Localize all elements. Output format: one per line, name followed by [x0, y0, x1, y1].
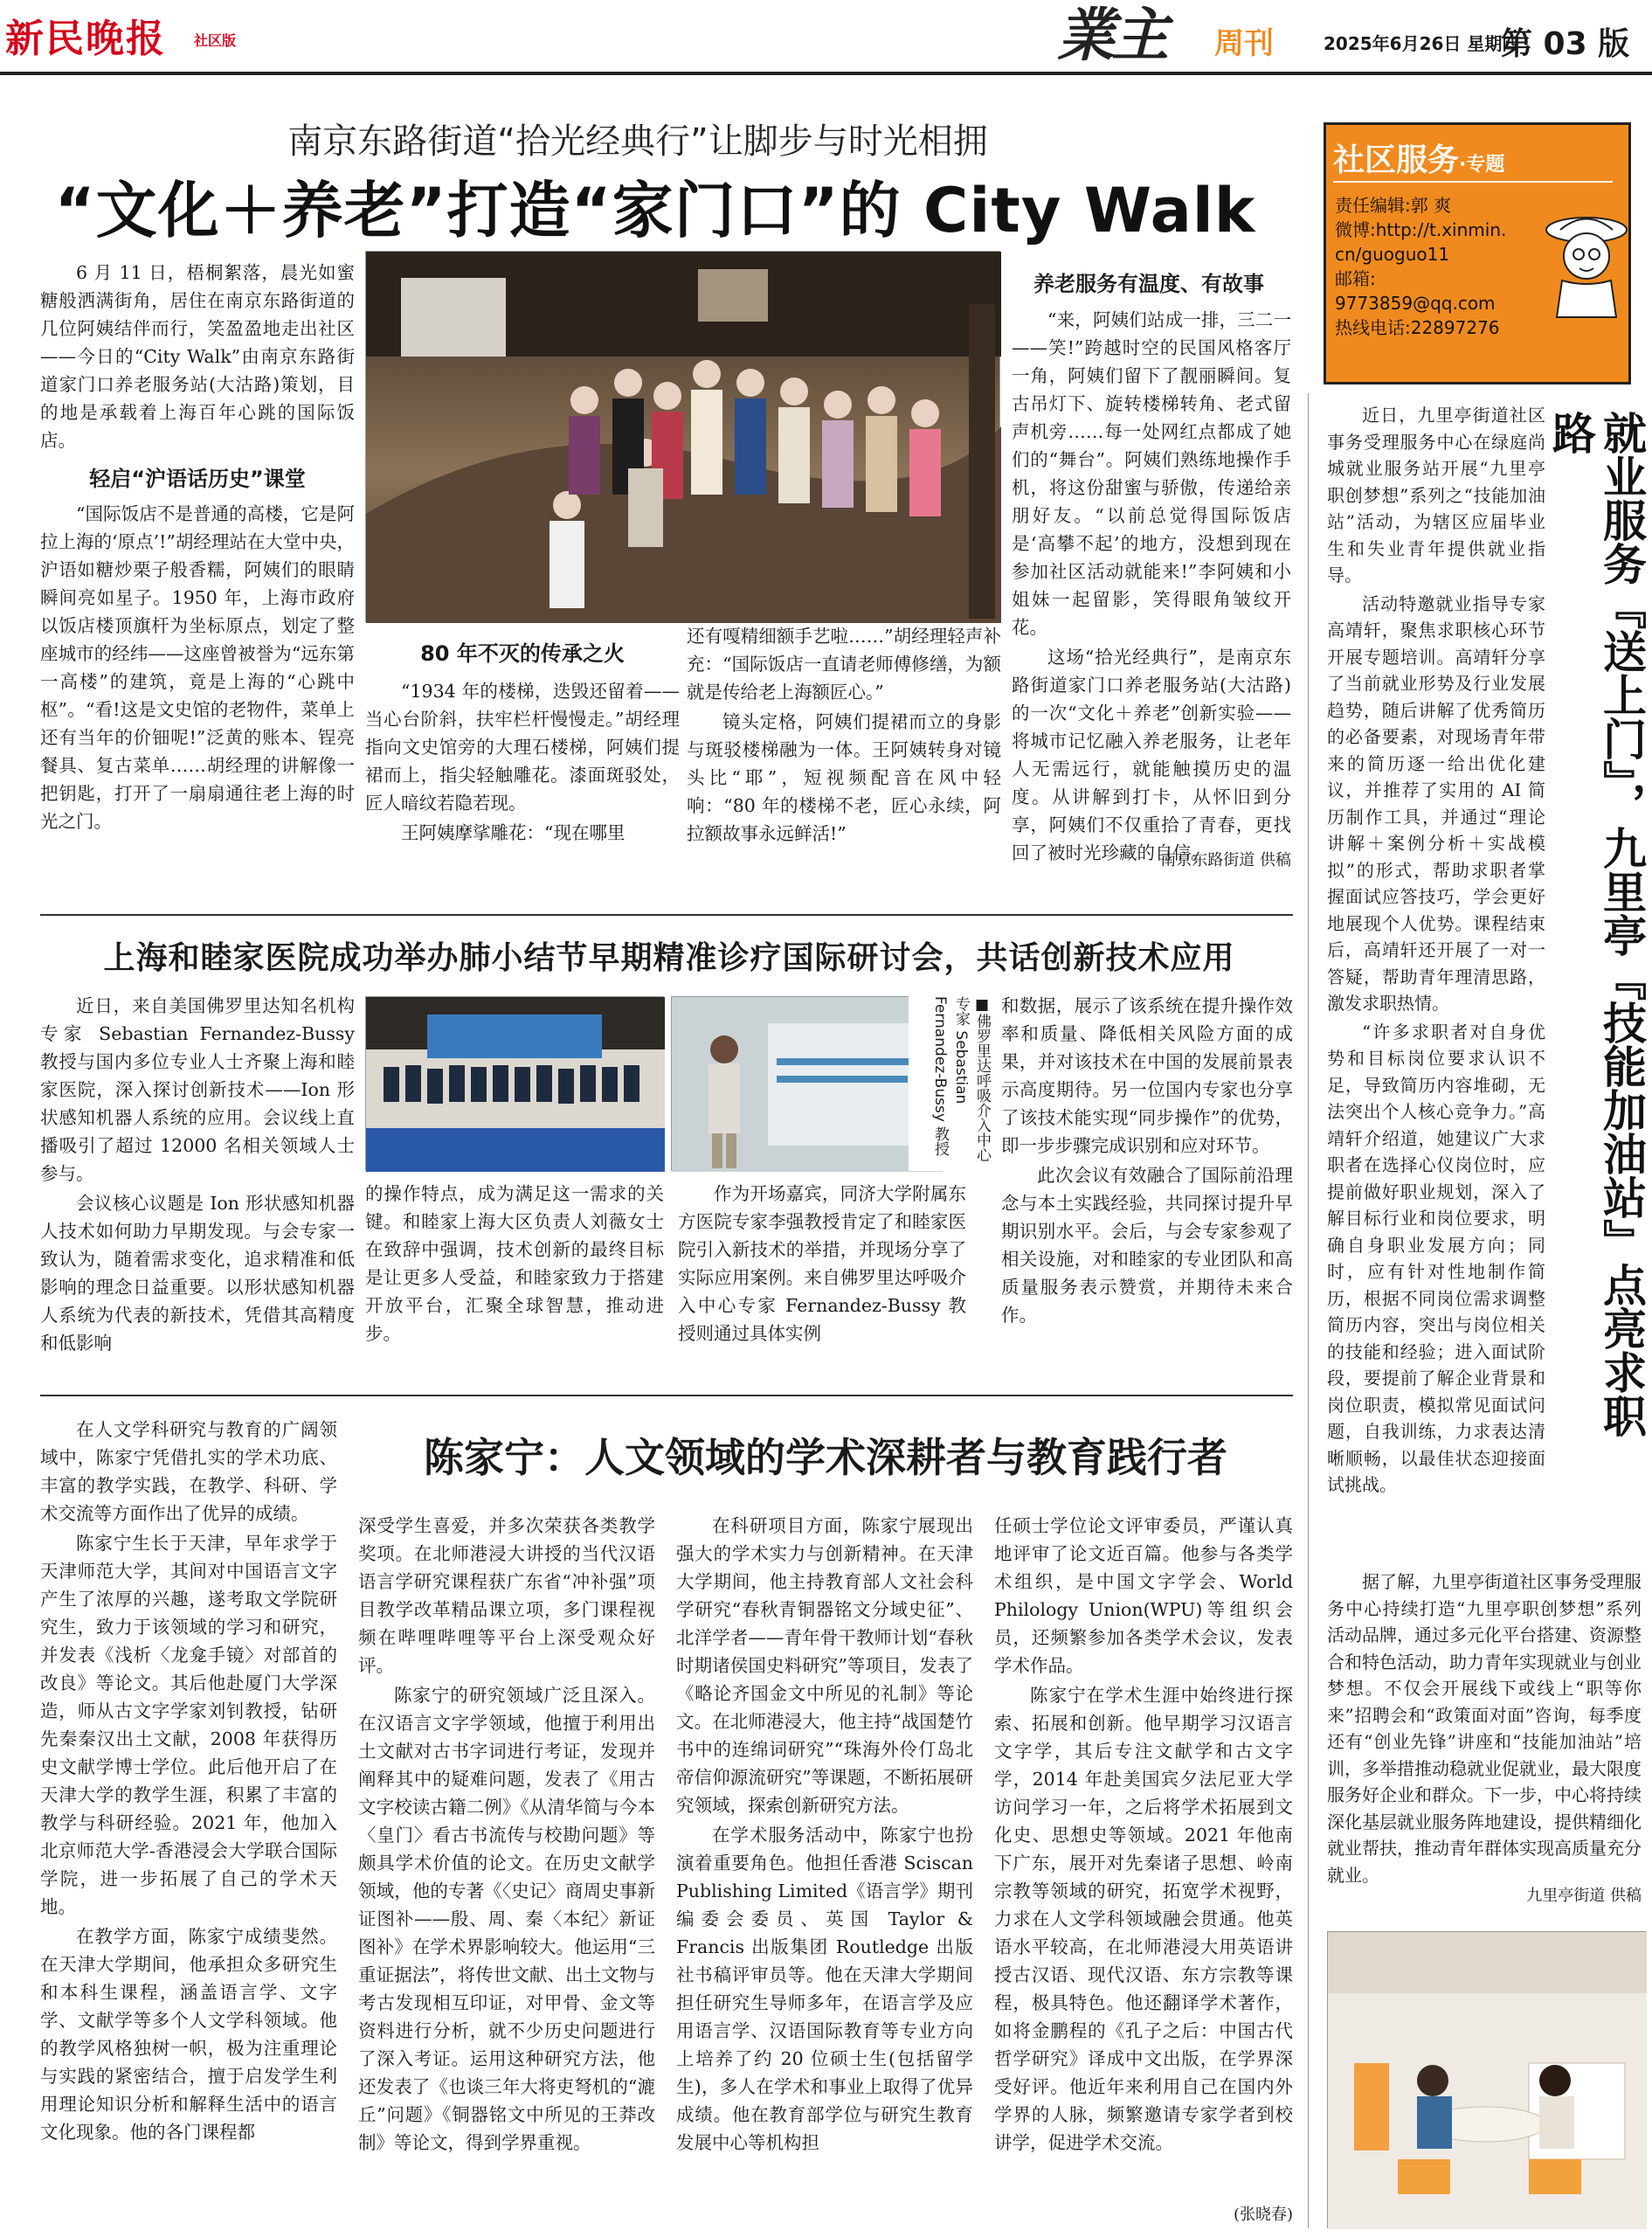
article3-col1: 在人文学科研究与教育的广阔领域中，陈家宁凭借扎实的学术功底、丰富的教学实践，在教学、科研、学术交流等方面作出了优异的成绩。 陈家宁生长于天津，早年求学于天津师范大学，其间对中国语言文字产生了浓厚的兴趣，遂考取文学院研究生，致力于该领域的学习和研究，并发表《浅析〈龙龛手镜〉对部首的改良》等论文。其后他赴厦门大学深造，师从古文字学家刘钊教授，钻研先秦秦汉出土文献，2008 年获得历史文献学博士学位。此后他开启了在天津大学的教学生涯，积累了丰富的教学与科研经验。2021 年，他加入北京师范大学-香港浸会大学联合国际学院，进一步拓展了自己的学术天地。 在教学方面，陈家宁成绩斐然。在天津大学期间，他承担众多研究生和本科生课程，涵盖语言学、文字学、文献学等多个人文学科领域。他的教学风格独树一帜，极为注重理论与实践的紧密结合，擅于启发学生利用理论知识分析和解释生活中的语言文化现象。他的各门课程都: [40, 1419, 337, 2143]
article4-column: [1315, 393, 1651, 2237]
divider-2: [40, 1395, 1293, 1396]
paper-name: 新民晚报: [5, 17, 166, 61]
issue-date: 2025年6月26日 星期四: [1324, 33, 1520, 54]
sidebar-hotline: 热线电话:22897276: [1335, 317, 1500, 338]
article2-headline: 上海和睦家医院成功举办肺小结节早期精准诊疗国际研讨会，共话创新技术应用: [103, 940, 1235, 976]
sidebar-title-underline: [1333, 181, 1613, 183]
masthead-rule: [0, 72, 1652, 75]
article1-subhead-2: 80 年不灭的传承之火: [420, 641, 625, 666]
sidebar-editor: 责任编辑:郭 爽: [1335, 195, 1452, 216]
article1-byline: 南京东路街道 供稿: [1160, 851, 1291, 869]
divider-1: [40, 914, 1293, 916]
group-photo-illustration: [366, 252, 1001, 623]
right-column-divider: [1308, 393, 1309, 2228]
article4-text-bottom: 据了解，九里亭街道社区事务受理服务中心持续打造“九里亭职创梦想”系列活动品牌，通过多元化平台搭建、资源整合和特色活动，助力青年实现就业与创业梦想。不仅会开展线下或线上“职等你来”招聘会和“政策面对面”咨询，每季度还有“创业先锋”讲座和“技能加油站”培训，多举措推动稳就业促就业，最大限度服务好企业和群众。下一步，中心将持续深化基层就业服务阵地建设，提供精细化就业帮扶，推动青年群体实现高质量充分就业。: [1327, 1571, 1642, 1886]
job-consult-illustration: [1328, 1932, 1647, 2229]
speaker-illustration: [672, 997, 943, 1172]
article2-col1: 近日，来自美国佛罗里达知名机构专家 Sebastian Fernandez-Bussy 教授与国内多位专业人士齐聚上海和睦家医院，深入探讨创新技术——Ion 形状感知机器人系统的应用。会议线上直播吸引了超过 12000 名相关领域人士参与。 会议核心议题是 Ion 形状感知机器人技术如何助力早期发现。与会专家一致认为，随着需求变化，追求精准和低影响的理念日益重要。以形状感知机器人系统为代表的新技术，凭借其高精度和低影响: [40, 995, 355, 1354]
sidebar-email[interactable]: 9773859@qq.com: [1335, 293, 1496, 314]
article4-byline: 九里亭街道 供稿: [1526, 1887, 1642, 1905]
article4-headline: 就业服务『送上门』，九里亭『技能加油站』点亮求职路: [1545, 411, 1647, 1437]
masthead: [0, 0, 1652, 70]
article2-photo-speaker: [671, 996, 942, 1171]
brand-sub: 周刊: [1214, 26, 1274, 61]
page-number: 第 03 版: [1501, 26, 1630, 62]
weibo-link[interactable]: http://t.xinmin.: [1375, 219, 1507, 240]
article1-col2: “1934 年的楼梯，迭毁还留着——当心台阶斜，扶牢栏杆慢慢走。”胡经理指向文史馆旁的大理石楼梯，阿姨们提裙而上，指尖轻触雕花。漆面斑驳处，匠人暗纹若隐若现。 王阿姨摩挲雕花：“现在哪里: [365, 681, 680, 843]
conference-illustration: [366, 997, 665, 1172]
article1-kicker: 南京东路街道“拾光经典行”让脚步与时光相拥: [287, 121, 988, 162]
article1-col4: “来，阿姨们站成一排，三二一——笑!”跨越时空的民国风格客厅一角，阿姨们留下了靓丽瞬间。复古吊灯下、旋转楼梯转角、老式留声机旁……每一处网红点都成了她们的“舞台”。阿姨们熟练地操作手机，将这份甜蜜与骄傲，传递给亲朋好友。“以前总觉得国际饭店是‘高攀不起’的地方，没想到现在参加社区活动就能来!”李阿姨和小姐妹一起留影，笑得眼角皱纹开花。 这场“拾光经典行”，是南京东路街道家门口养老服务站(大沽路)的一次“文化＋养老”创新实验——将城市记忆融入养老服务，让老年人无需远行，就能触摸历史的温度。从讲解到打卡，从怀旧到分享，阿姨们不仅重拾了青春，更找回了被时光珍藏的自信。: [1012, 309, 1291, 863]
article2-photo-conference: [365, 996, 664, 1171]
article1-subhead-3: 养老服务有温度、有故事: [1033, 272, 1264, 296]
article3-col2: 深受学生喜爱，并多次荣获各类教学奖项。在北师港浸大讲授的当代汉语语言学研究课程获广东省“冲补强”项目教学改革精品课立项，多门课程视频在哔哩哔哩等平台上深受观众好评。 陈家宁的研究领域广泛且深入。在汉语言文字学领域，他擅于利用出土文献对古书字词进行考证，发现并阐释其中的疑难问题，发表了《用古文字校读古籍二例》《从清华简与今本〈皇门〉看古书流传与校勘问题》等颇具学术价值的论文。在历史文献学领域，他的专著《〈史记〉商周史事新证图补——殷、周、秦〈本纪〉新证图补》在学术界影响较大。他运用“三重证据法”，将传世文献、出土文物与考古发现相互印证，对甲骨、金文等资料进行分析，就不少历史问题进行了深入考证。运用这种研究方法，他还发表了《也谈三年大将吏弩机的“漉丘”问题》《铜器铭文中所见的王莽改制》等论文，得到学界重视。: [358, 1515, 655, 2153]
sidebar-box: [1324, 122, 1631, 384]
editor-portrait-illustration: [1543, 204, 1630, 317]
article4-photo: [1327, 1931, 1646, 2228]
article1-headline: “文化＋养老”打造“家门口”的 City Walk: [54, 175, 1256, 246]
sidebar-contact: 责任编辑:郭 爽 微博:http://t.xinmin. cn/guoguo11 邮箱: 9773859@qq.com 热线电话:22897276: [1335, 193, 1553, 340]
article1-col1: 6 月 11 日，梧桐絮落，晨光如蜜糖般洒满街角，居住在南京东路街道的几位阿姨结伴而行，笑盈盈地走出社区——今日的“City Walk”由南京东路街道家门口养老服务站(大沽路)策划，目的地是承载着上海百年心跳的国际饭店。 轻启“沪语话历史”课堂 “国际饭店不是普通的高楼，它是阿拉上海的‘原点’!”胡经理站在大堂中央，沪语如糖炒栗子般香糯，阿姨们的眼睛瞬间亮如星子。1950 年，上海市政府以饭店楼顶旗杆为坐标原点，划定了整座城市的经纬——这座曾被誉为“远东第一高楼”的建筑，竟是上海的“心跳中枢”。“看!这是文史馆的老物件，菜单上还有当年的价钿呢!”泛黄的账本、锃亮餐具、复古菜单……胡经理的讲解像一把钥匙，打开了一扇扇通往老上海的时光之门。: [40, 262, 355, 832]
article3-col4: 任硕士学位论文评审委员，严谨认真地评审了论文近百篇。他参与各类学术组织，是中国文字学会、World Philology Union(WPU)等组织会员，还频繁参加各类学术会议，发表学术作品。 陈家宁在学术生涯中始终进行探索、拓展和创新。他早期学习汉语言文字学，其后专注文献学和古文字学，2014 年赴美国宾夕法尼亚大学访问学习一年，之后将学术拓展到文化史、思想史等领域。2021 年他南下广东，展开对先秦诸子思想、岭南宗教等领域的研究，拓宽学术视野，力求在人文学科领域融会贯通。他英语水平较高，在北师港浸大用英语讲授古汉语、现代汉语、东方宗教等课程，极具特色。他还翻译学术著作，如将金鹏程的《孔子之后：中国古代哲学研究》译成中文出版，在学界深受好评。他近年来利用自己在国内外学界的人脉，频繁邀请专家学者到校讲学，促进学术交流。: [994, 1515, 1293, 2153]
article2-col4: 和数据，展示了该系统在提升操作效率和质量、降低相关风险方面的成果，并对该技术在中国的发展前景表示高度期待。另一位国内专家也分享了该技术能实现“同步操作”的优势，即一步步骤完成识别和应对环节。 此次会议有效融合了国际前沿理念与本土实践经验，共同探讨提升早期识别水平。会后，与会专家参观了相关设施，对和睦家的专业团队和高质量服务表示赞赏，并期待未来合作。: [1001, 995, 1293, 1326]
article3-col3: 在科研项目方面，陈家宁展现出强大的学术实力与创新精神。在天津大学期间，他主持教育部人文社会科学研究“春秋青铜器铭文分域史征”、北洋学者——青年骨干教师计划“春秋时期诸侯国史料研究”等项目，发表了《略论齐国金文中所见的礼制》等论文。在北师港浸大，他主持“战国楚竹书中的连绵词研究”“珠海外伶仃岛北帝信仰源流研究”等课题，不断拓展研究领域，探索创新研究方法。 在学术服务活动中，陈家宁也扮演着重要角色。他担任香港 Sciscan Publishing Limited《语言学》期刊编委会委员、英国 Taylor & Francis 出版集团 Routledge 出版社书稿评审员等。他在天津大学期间担任研究生导师多年，在语言学及应用语言学、汉语国际教育等专业方向上培养了约 20 位硕士生(包括留学生)，多人在学术和事业上取得了优异成绩。他在教育部学位与研究生教育发展中心等机构担: [676, 1515, 973, 2153]
paper-sub: 社区版: [194, 32, 237, 49]
article1-col3: 还有嘎精细额手艺啦……”胡经理轻声补充：“国际饭店一直请老师傅修缮，为额就是传给老上海额匠心。” 镜头定格，阿姨们提裙而立的身影与斑驳楼梯融为一体。王阿姨转身对镜头比“耶”，短视频配音在风中轻响：“80 年的楼梯不老，匠心永续，阿拉额故事永远鲜活!”: [687, 626, 1001, 844]
article3-headline: 陈家宁：人文领域的学术深耕者与教育践行者: [424, 1434, 1227, 1481]
article4-text-top: 近日，九里亭街道社区事务受理服务中心在绿庭尚城就业服务站开展“九里亭职创梦想”系列之“技能加油站”活动，为辖区应届毕业生和失业青年提供就业指导。 活动特邀就业指导专家高靖轩，聚焦求职核心环节开展专题培训。高靖轩分享了当前就业形势及行业发展趋势，随后讲解了优秀简历的必备要素，对现场青年带来的简历逐一给出优化建议，并推荐了实用的 AI 简历制作工具，并通过“理论讲解＋案例分析＋实战模拟”的形式，帮助求职者掌握面试应答技巧，学会更好地展现个人优势。课程结束后，高靖轩还开展了一对一答疑，帮助青年理清思路，激发求职热情。 “许多求职者对自身优势和目标岗位要求认识不足，导致简历内容堆砌，无法突出个人核心竞争力。”高靖轩介绍道，她建议广大求职者在选择心仪岗位时，应提前做好职业规划，深入了解目标行业和岗位要求，明确自身职业发展方向；同时，应有针对性地制作简历，根据不同岗位需求调整简历内容，突出与岗位相关的技能和经验；进入面试阶段，要提前了解企业背景和岗位职责，模拟常见面试问题，自我训练，力求表达清晰顺畅，以最佳状态迎接面试挑战。: [1327, 405, 1545, 1495]
brand-logo: 業主: [1057, 1, 1165, 69]
article2-col2: 的操作特点，成为满足这一需求的关键。和睦家上海大区负责人刘薇女士在致辞中强调，技术创新的最终目标是让更多人受益，和睦家致力于搭建开放平台，汇聚全球智慧，推动进步。: [365, 1183, 664, 1344]
article1-photo: [365, 251, 1000, 622]
article2-caption: ■佛罗里达呼吸介入中心专家 Sebastian Fernandez-Bussy 教授: [909, 996, 992, 1171]
sidebar-title: 社区服务·专题: [1333, 142, 1505, 178]
article2-col3: 作为开场嘉宾，同济大学附属东方医院专家李强教授肯定了和睦家医院引入新技术的举措，并现场分享了实际应用案例。来自佛罗里达呼吸介入中心专家 Fernandez-Bussy 教授则通过具体实例: [678, 1183, 966, 1344]
article1-subhead-1: 轻启“沪语话历史”课堂: [89, 467, 306, 491]
article3-byline: (张晓春): [1233, 2206, 1293, 2224]
